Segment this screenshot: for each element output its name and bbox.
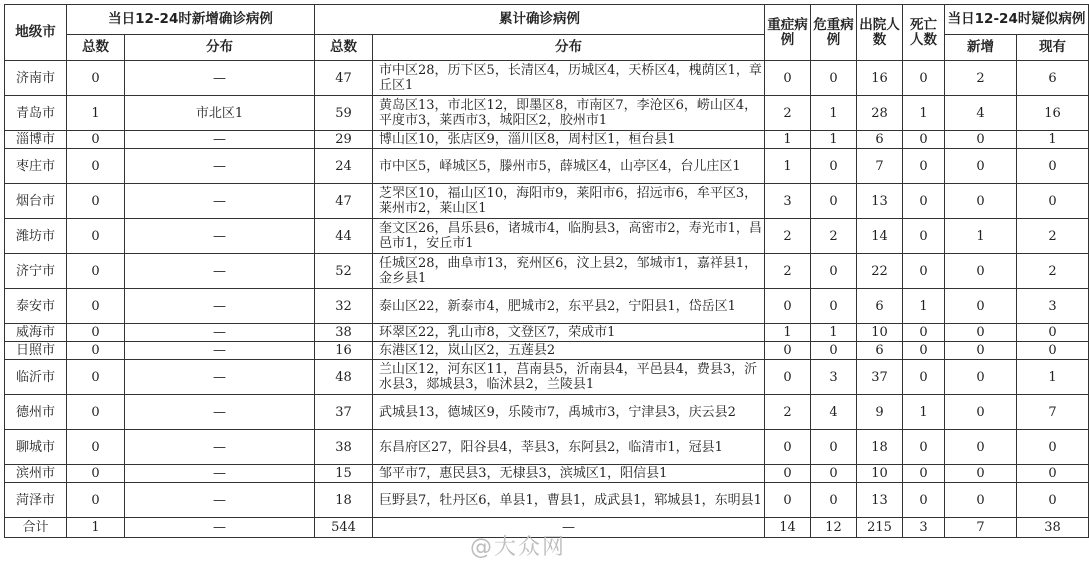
cell-critical: 0 (811, 289, 857, 324)
cell-new-total: 0 (67, 149, 125, 184)
cell-new-total: 0 (67, 483, 125, 518)
cell-severe: 0 (765, 465, 811, 483)
cell-deaths: 0 (903, 483, 945, 518)
cell-deaths: 0 (903, 219, 945, 254)
cell-discharged: 13 (857, 184, 903, 219)
cell-deaths: 0 (903, 184, 945, 219)
cell-severe: 0 (765, 61, 811, 96)
cell-severe: 3 (765, 184, 811, 219)
cell-critical: 1 (811, 324, 857, 342)
cell-deaths: 0 (903, 149, 945, 184)
cell-new-dist: — (125, 184, 315, 219)
cell-susp-existing: 2 (1017, 219, 1089, 254)
header-cum-total: 总数 (315, 35, 373, 61)
header-city: 地级市 (5, 5, 67, 61)
cell-severe: 0 (765, 289, 811, 324)
cell-susp-existing: 0 (1017, 465, 1089, 483)
cases-table (4, 4, 1089, 538)
cell-critical: 0 (811, 61, 857, 96)
cell-severe: 2 (765, 395, 811, 430)
cell-deaths: 1 (903, 96, 945, 131)
cell-deaths: 0 (903, 342, 945, 360)
cell-new-dist: — (125, 465, 315, 483)
cell-susp-existing: 1 (1017, 131, 1089, 149)
cell-susp-new: 0 (945, 131, 1017, 149)
cell-new-dist: — (125, 395, 315, 430)
cell-severe: 0 (765, 342, 811, 360)
cell-new-dist: — (125, 131, 315, 149)
cell-cum-dist: 东港区12，岚山区2，五莲县2 (373, 342, 765, 360)
cell-severe: 0 (765, 430, 811, 465)
cell-cum-total: 47 (315, 184, 373, 219)
cell-deaths: 1 (903, 289, 945, 324)
cell-city: 淄博市 (5, 131, 67, 149)
cell-city: 菏泽市 (5, 483, 67, 518)
cell-susp-new: 0 (945, 483, 1017, 518)
cell-new-total: 0 (67, 360, 125, 395)
cell-cum-total: 15 (315, 465, 373, 483)
cell-critical: 0 (811, 483, 857, 518)
cell-cum-total: 52 (315, 254, 373, 289)
cell-cum-total: 59 (315, 96, 373, 131)
cell-new-total: 0 (67, 395, 125, 430)
cell-new-total: 1 (67, 518, 125, 538)
header-deaths: 死亡人数 (903, 5, 945, 61)
cell-cum-total: 38 (315, 430, 373, 465)
cell-susp-new: 0 (945, 324, 1017, 342)
cell-discharged: 215 (857, 518, 903, 538)
cell-susp-existing: 1 (1017, 360, 1089, 395)
cell-new-total: 0 (67, 324, 125, 342)
cell-deaths: 3 (903, 518, 945, 538)
cell-new-dist: — (125, 219, 315, 254)
table-row (5, 324, 1089, 342)
cell-critical: 0 (811, 149, 857, 184)
cell-cum-dist: 奎文区26，昌乐县6，诸城市4，临朐县3，高密市2，寿光市1，昌邑市1，安丘市1 (373, 219, 765, 254)
cell-susp-existing: 0 (1017, 184, 1089, 219)
cell-city: 济南市 (5, 61, 67, 96)
table-row (5, 149, 1089, 184)
cell-deaths: 0 (903, 465, 945, 483)
cell-severe: 2 (765, 219, 811, 254)
cell-new-total: 0 (67, 131, 125, 149)
cell-severe: 2 (765, 254, 811, 289)
cell-city: 青岛市 (5, 96, 67, 131)
cell-susp-new: 0 (945, 254, 1017, 289)
table-row (5, 483, 1089, 518)
cell-new-total: 0 (67, 430, 125, 465)
cell-cum-dist: 黄岛区13，市北区12，即墨区8，市南区7，李沧区6，崂山区4，平度市3，莱西市3，城阳区2，胶州市1 (373, 96, 765, 131)
cell-critical: 0 (811, 465, 857, 483)
cell-new-total: 0 (67, 254, 125, 289)
cell-severe: 0 (765, 360, 811, 395)
header-new-group: 当日12-24时新增确诊病例 (67, 5, 315, 35)
cell-discharged: 28 (857, 96, 903, 131)
cell-cum-dist: 环翠区22，乳山市8，文登区7，荣成市1 (373, 324, 765, 342)
cell-deaths: 0 (903, 131, 945, 149)
cell-cum-dist: 芝罘区10，福山区10，海阳市9，莱阳市6，招远市6，牟平区3，莱州市2，莱山区1 (373, 184, 765, 219)
cell-new-dist: — (125, 149, 315, 184)
cell-critical: 4 (811, 395, 857, 430)
cell-discharged: 7 (857, 149, 903, 184)
cell-deaths: 0 (903, 360, 945, 395)
table-row (5, 342, 1089, 360)
cell-cum-dist: 东昌府区27，阳谷县4，莘县3，东阿县2，临清市1，冠县1 (373, 430, 765, 465)
cell-deaths: 0 (903, 430, 945, 465)
cell-critical: 12 (811, 518, 857, 538)
cell-city: 泰安市 (5, 289, 67, 324)
cell-severe: 1 (765, 324, 811, 342)
cell-susp-new: 0 (945, 360, 1017, 395)
cell-new-dist: — (125, 61, 315, 96)
cell-critical: 1 (811, 131, 857, 149)
cell-city: 枣庄市 (5, 149, 67, 184)
header-critical: 危重病例 (811, 5, 857, 61)
cell-city: 滨州市 (5, 465, 67, 483)
cell-susp-existing: 7 (1017, 395, 1089, 430)
cell-susp-new: 0 (945, 289, 1017, 324)
table-row (5, 96, 1089, 131)
cell-severe: 1 (765, 149, 811, 184)
cell-cum-dist: 邹平市7，惠民县3，无棣县3，滨城区1，阳信县1 (373, 465, 765, 483)
cell-city: 临沂市 (5, 360, 67, 395)
header-susp-new: 新增 (945, 35, 1017, 61)
cell-city: 烟台市 (5, 184, 67, 219)
cell-cum-dist: 武城县13，德城区9，乐陵市7，禹城市3，宁津县3，庆云县2 (373, 395, 765, 430)
cell-discharged: 22 (857, 254, 903, 289)
cell-critical: 0 (811, 430, 857, 465)
cell-susp-existing: 0 (1017, 430, 1089, 465)
cell-susp-existing: 6 (1017, 61, 1089, 96)
cell-susp-new: 0 (945, 465, 1017, 483)
cell-critical: 1 (811, 96, 857, 131)
header-suspected-group: 当日12-24时疑似病例 (945, 5, 1089, 35)
cell-discharged: 6 (857, 342, 903, 360)
cell-new-total: 0 (67, 342, 125, 360)
cell-cum-total: 44 (315, 219, 373, 254)
cell-cum-total: 38 (315, 324, 373, 342)
cell-cum-dist: 市中区5，峄城区5，滕州市5，薛城区4，山亭区4，台儿庄区1 (373, 149, 765, 184)
cell-susp-new: 2 (945, 61, 1017, 96)
cell-discharged: 13 (857, 483, 903, 518)
cell-susp-new: 7 (945, 518, 1017, 538)
cell-city: 德州市 (5, 395, 67, 430)
table-row (5, 219, 1089, 254)
header-susp-existing: 现有 (1017, 35, 1089, 61)
table-row (5, 395, 1089, 430)
cell-cum-total: 24 (315, 149, 373, 184)
cell-new-dist: 市北区1 (125, 96, 315, 131)
cell-discharged: 37 (857, 360, 903, 395)
table-row (5, 61, 1089, 96)
cell-discharged: 6 (857, 289, 903, 324)
cell-new-total: 0 (67, 289, 125, 324)
cell-critical: 0 (811, 342, 857, 360)
table-row (5, 131, 1089, 149)
table-row (5, 465, 1089, 483)
table-row (5, 254, 1089, 289)
cell-susp-new: 0 (945, 430, 1017, 465)
header-cum-group: 累计确诊病例 (315, 5, 765, 35)
cell-cum-total: 29 (315, 131, 373, 149)
cell-susp-existing: 0 (1017, 483, 1089, 518)
cell-discharged: 10 (857, 465, 903, 483)
cell-critical: 2 (811, 219, 857, 254)
cell-cum-total: 47 (315, 61, 373, 96)
cell-new-total: 0 (67, 219, 125, 254)
cell-discharged: 16 (857, 61, 903, 96)
cell-new-dist: — (125, 324, 315, 342)
cell-cum-dist: 泰山区22，新泰市4，肥城市2，东平县2，宁阳县1，岱岳区1 (373, 289, 765, 324)
cell-cum-total: 48 (315, 360, 373, 395)
cell-susp-existing: 0 (1017, 324, 1089, 342)
cell-susp-new: 0 (945, 149, 1017, 184)
cell-new-dist: — (125, 289, 315, 324)
table-row (5, 184, 1089, 219)
cell-city: 威海市 (5, 324, 67, 342)
cell-discharged: 14 (857, 219, 903, 254)
cell-city: 合计 (5, 518, 67, 538)
cell-new-dist: — (125, 360, 315, 395)
table-row (5, 430, 1089, 465)
cell-cum-total: 16 (315, 342, 373, 360)
cell-severe: 1 (765, 131, 811, 149)
cell-new-dist: — (125, 430, 315, 465)
header-cum-distribution: 分布 (373, 35, 765, 61)
cell-cum-dist: 兰山区12，河东区11，莒南县5，沂南县4，平邑县4，费县3，沂水县3，郯城县3，临沭县2，兰陵县1 (373, 360, 765, 395)
cell-new-total: 0 (67, 61, 125, 96)
cell-city: 济宁市 (5, 254, 67, 289)
cell-deaths: 0 (903, 61, 945, 96)
cell-severe: 2 (765, 96, 811, 131)
cell-critical: 0 (811, 184, 857, 219)
cell-susp-new: 1 (945, 219, 1017, 254)
cell-severe: 0 (765, 483, 811, 518)
cell-susp-new: 0 (945, 395, 1017, 430)
cell-susp-existing: 0 (1017, 342, 1089, 360)
header-severe: 重症病例 (765, 5, 811, 61)
cell-city: 聊城市 (5, 430, 67, 465)
cell-new-total: 1 (67, 96, 125, 131)
cell-cum-dist: 市中区28，历下区5，长清区4，历城区4，天桥区4，槐荫区1，章丘区1 (373, 61, 765, 96)
header-discharged: 出院人数 (857, 5, 903, 61)
cell-new-dist: — (125, 254, 315, 289)
cell-cum-dist: 博山区10，张店区9，淄川区8，周村区1，桓台县1 (373, 131, 765, 149)
cell-city: 潍坊市 (5, 219, 67, 254)
cell-cum-dist: 巨野县7，牡丹区6，单县1，曹县1，成武县1，郓城县1，东明县1 (373, 483, 765, 518)
cell-critical: 3 (811, 360, 857, 395)
cell-new-total: 0 (67, 465, 125, 483)
cell-susp-existing: 3 (1017, 289, 1089, 324)
cell-cum-total: 32 (315, 289, 373, 324)
cell-discharged: 18 (857, 430, 903, 465)
cell-deaths: 1 (903, 395, 945, 430)
cell-new-dist: — (125, 342, 315, 360)
cell-deaths: 0 (903, 254, 945, 289)
cell-discharged: 6 (857, 131, 903, 149)
cell-susp-existing: 0 (1017, 149, 1089, 184)
table-row (5, 360, 1089, 395)
cell-new-dist: — (125, 518, 315, 538)
cell-cum-dist: — (373, 518, 765, 538)
cell-discharged: 9 (857, 395, 903, 430)
cell-cum-total: 544 (315, 518, 373, 538)
cell-discharged: 10 (857, 324, 903, 342)
header-new-distribution: 分布 (125, 35, 315, 61)
cell-deaths: 0 (903, 324, 945, 342)
cell-new-total: 0 (67, 184, 125, 219)
cell-cum-total: 37 (315, 395, 373, 430)
cell-new-dist: — (125, 483, 315, 518)
cell-susp-existing: 2 (1017, 254, 1089, 289)
cell-susp-existing: 38 (1017, 518, 1089, 538)
cell-susp-existing: 16 (1017, 96, 1089, 131)
table-row (5, 289, 1089, 324)
cell-city: 日照市 (5, 342, 67, 360)
cell-susp-new: 0 (945, 184, 1017, 219)
cell-susp-new: 4 (945, 96, 1017, 131)
cell-cum-total: 18 (315, 483, 373, 518)
cell-susp-new: 0 (945, 342, 1017, 360)
cell-cum-dist: 任城区28，曲阜市13，兖州区6，汶上县2，邹城市1，嘉祥县1，金乡县1 (373, 254, 765, 289)
watermark: @大众网 (470, 535, 567, 560)
cell-severe: 14 (765, 518, 811, 538)
cell-critical: 0 (811, 254, 857, 289)
header-new-total: 总数 (67, 35, 125, 61)
